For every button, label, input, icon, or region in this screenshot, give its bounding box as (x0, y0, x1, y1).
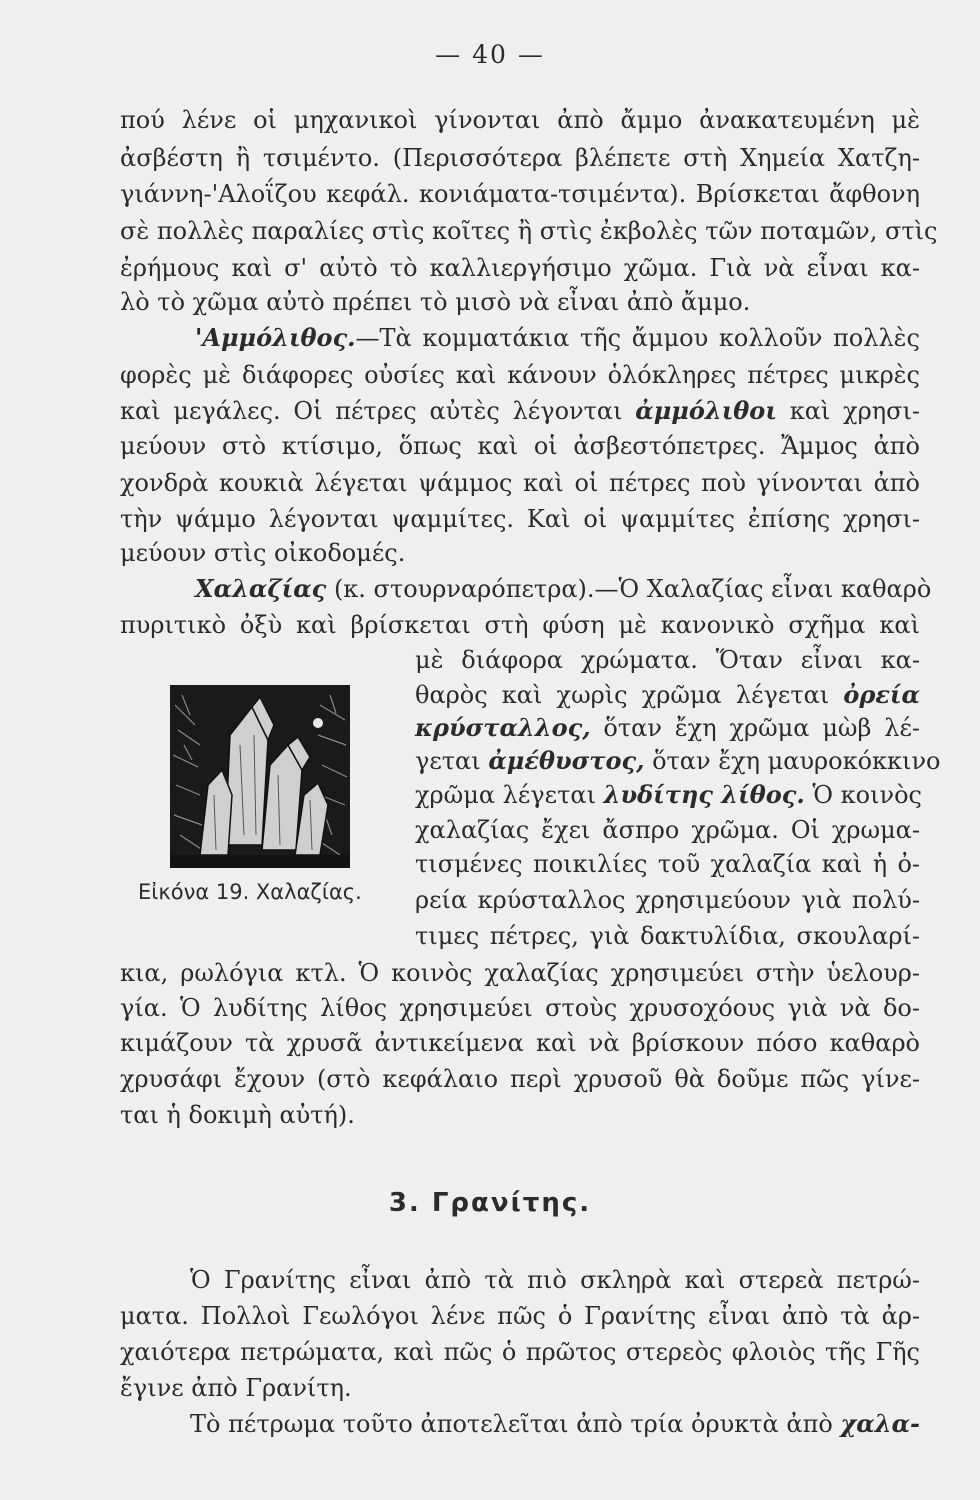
section-title: 3. Γρανίτης. (388, 1188, 592, 1218)
chalazias-line: Χαλαζίας (κ. στουρναρόπετρα).—Ὁ Χαλαζίας εἶναι καθαρὸ (195, 574, 932, 603)
text-line: γία. Ὁ λυδίτης λίθος χρησιμεύει στοὺς χρυσοχόους γιὰ νὰ δο- (120, 994, 920, 1022)
term-lyditis: λυδίτης λίθος. (603, 780, 805, 809)
text-line: λὸ τὸ χῶμα αὐτὸ πρέπει τὸ μισὸ νὰ εἶναι ἀπὸ ἄμμο. (120, 288, 751, 316)
text-line: κρύσταλλος, ὅταν ἔχη χρῶμα μὼβ λέ- (415, 713, 920, 742)
term-chalazia: χαλα- (840, 1409, 920, 1438)
text-line: μεύουν στὶς οἰκοδομές. (120, 539, 406, 567)
term-oreia: ὀρεία (843, 680, 920, 709)
text-line: χονδρὰ κουκιὰ λέγεται ψάμμος καὶ οἱ πέτρες ποὺ γίνονται ἀπὸ (120, 469, 920, 497)
text-line: ἔγινε ἀπὸ Γρανίτη. (120, 1374, 352, 1402)
page-number: — 40 — (435, 40, 545, 69)
term-amethystos: ἀμέθυστος, (488, 746, 645, 775)
term-chalazias: Χαλαζίας (195, 574, 327, 603)
text-line: κια, ρωλόγια κτλ. Ὁ κοινὸς χαλαζίας χρησιμεύει στὴν ὑελουρ- (120, 959, 920, 987)
term-krystallos: κρύσταλλος, (415, 713, 591, 742)
text-line: γεται ἀμέθυστος, ὅταν ἔχη μαυροκόκκινο (415, 746, 941, 775)
text-line: μὲ διάφορα χρώματα. Ὅταν εἶναι κα- (415, 646, 920, 674)
text-line: τισμένες ποικιλίες τοῦ χαλαζία καὶ ἡ ὀ- (415, 850, 920, 878)
text-line: Ὁ Γρανίτης εἶναι ἀπὸ τὰ πιὸ σκληρὰ καὶ στερεὰ πετρώ- (190, 1266, 920, 1294)
text-line: Τὸ πέτρωμα τοῦτο ἀποτελεῖται ἀπὸ τρία ὀρυκτὰ ἀπὸ χαλα- (190, 1409, 920, 1438)
text-line: γιάννη-'Αλοΐζου κεφάλ. κονιάματα-τσιμέντα). Βρίσκεται ἄφθονη (120, 180, 920, 208)
term-ammolithos: 'Αμμόλιθος. (195, 323, 356, 352)
quartz-crystals-drawing (170, 685, 350, 868)
text-line: ἐρήμους καὶ σ' αὐτὸ τὸ καλλιεργήσιμο χῶμα. Γιὰ νὰ εἶναι κα- (120, 254, 920, 282)
term-ammolithoi: ἀμμόλιθοι (635, 396, 777, 425)
ammolithos-line: 'Αμμόλιθος.—Τὰ κομματάκια τῆς ἄμμου κολλοῦν πολλὲς (195, 323, 920, 352)
text-line: πυριτικὸ ὀξὺ καὶ βρίσκεται στὴ φύση μὲ κανονικὸ σχῆμα καὶ (120, 611, 920, 639)
text-line: ἀσβέστη ἢ τσιμέντο. (Περισσότερα βλέπετε στὴ Χημεία Χατζη- (120, 144, 920, 172)
quartz-crystal-illustration (170, 685, 350, 868)
text-line: χρυσάφι ἔχουν (στὸ κεφάλαιο περὶ χρυσοῦ θὰ δοῦμε πῶς γίνε- (120, 1065, 920, 1093)
text-line: τιμες πέτρες, γιὰ δακτυλίδια, σκουλαρί- (415, 922, 920, 950)
text-line: πού λένε οἱ μηχανικοὶ γίνονται ἀπὸ ἄμμο ἀνακατευμένη μὲ (120, 106, 920, 134)
text-line: κιμάζουν τὰ χρυσᾶ ἀντικείμενα καὶ νὰ βρίσκουν πόσο καθαρὸ (120, 1029, 920, 1057)
text-line: ματα. Πολλοὶ Γεωλόγοι λένε πῶς ὁ Γρανίτης εἶναι ἀπὸ τὰ ἀρ- (120, 1302, 920, 1330)
text-line: χαιότερα πετρώματα, καὶ πῶς ὁ πρῶτος στερεὸς φλοιὸς τῆς Γῆς (120, 1338, 920, 1366)
text-line: ται ἡ δοκιμὴ αὐτή). (120, 1101, 355, 1129)
text-line: μεύουν στὸ κτίσιμο, ὅπως καὶ οἱ ἀσβεστόπετρες. Ἄμμος ἀπὸ (120, 432, 920, 460)
figure-caption: Εἰκόνα 19. Χαλαζίας. (138, 880, 362, 904)
text-line: φορὲς μὲ διάφορες οὐσίες καὶ κάνουν ὁλόκληρες πέτρες μικρὲς (120, 361, 920, 389)
text-line: θαρὸς καὶ χωρὶς χρῶμα λέγεται ὀρεία (415, 680, 920, 709)
text-line: χαλαζίας ἔχει ἄσπρο χρῶμα. Οἱ χρωμα- (415, 816, 920, 844)
text-line: σὲ πολλὲς παραλίες στὶς κοῖτες ἢ στὶς ἐκβολὲς τῶν ποταμῶν, στὶς (120, 217, 938, 245)
text-line: χρῶμα λέγεται λυδίτης λίθος. Ὁ κοινὸς (415, 780, 922, 809)
text-line: καὶ μεγάλες. Οἱ πέτρες αὐτὲς λέγονται ἀμμόλιθοι καὶ χρησι- (120, 396, 920, 425)
text-line: τὴν ψάμμο λέγονται ψαμμίτες. Καὶ οἱ ψαμμίτες ἐπίσης χρησι- (120, 505, 920, 533)
text-line: ρεία κρύσταλλος χρησιμεύουν γιὰ πολύ- (415, 886, 920, 914)
